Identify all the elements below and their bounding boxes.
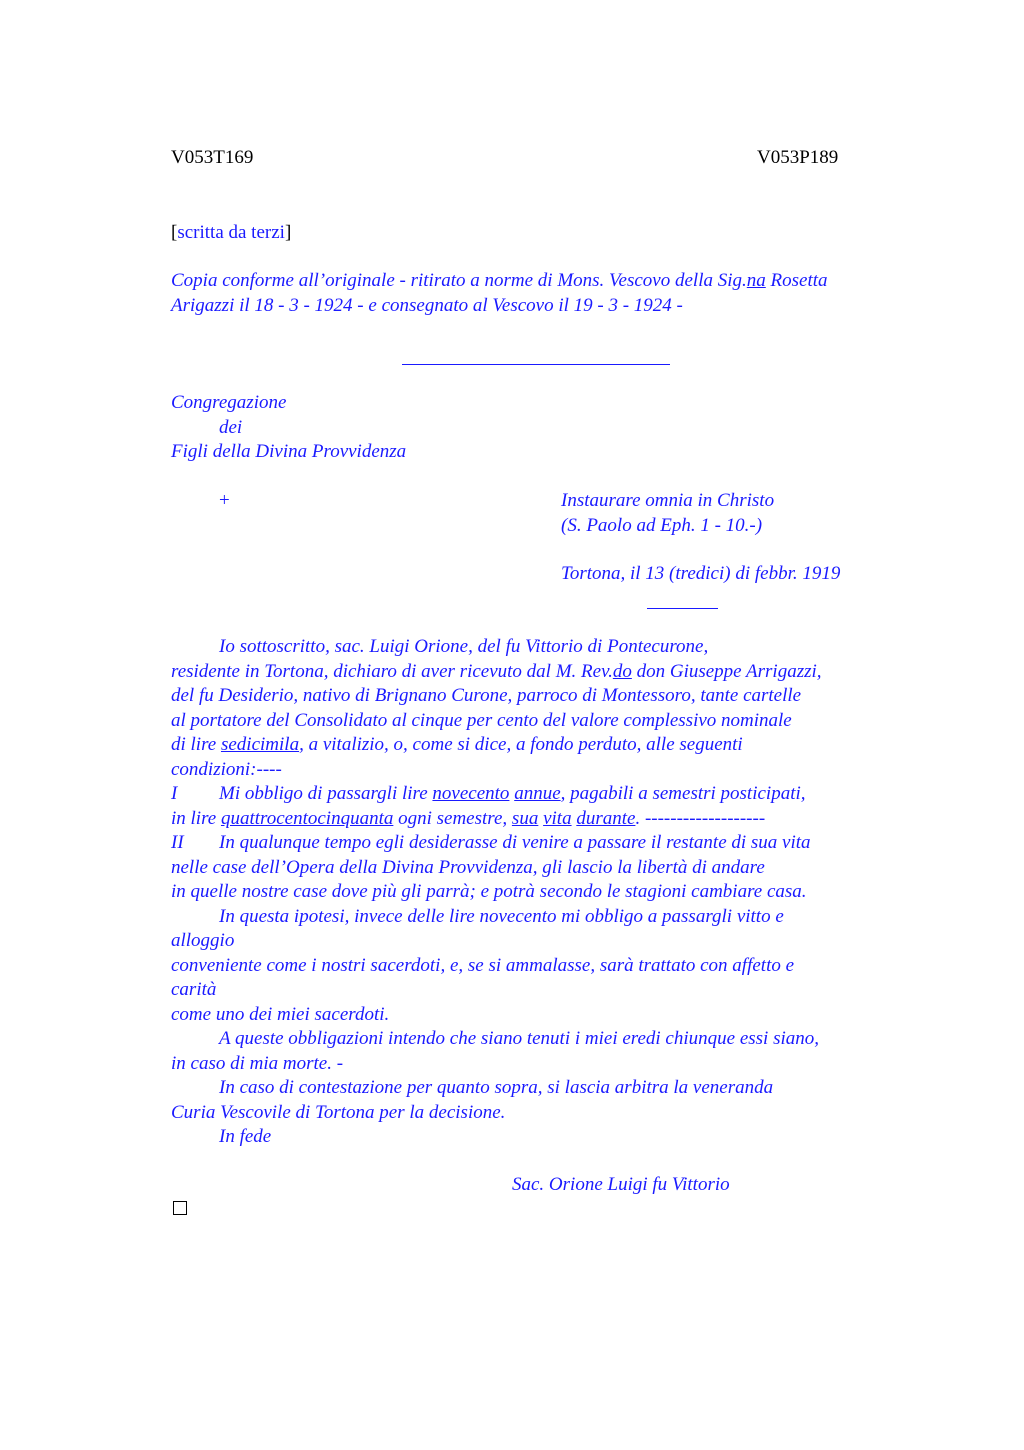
body-line: del fu Desiderio, nativo di Brignano Curone, parroco di Montessoro, tante cartelle bbox=[171, 685, 802, 706]
copy-note-line-2: Arigazzi il 18 - 3 - 1924 - e consegnato al Vescovo il 19 - 3 - 1924 - bbox=[171, 294, 683, 316]
condition-1-line-1 bbox=[171, 782, 931, 807]
body-underlined: quattrocentocinquanta bbox=[220, 807, 394, 829]
copy-note-underlined: na bbox=[746, 270, 766, 291]
body-line: In fede bbox=[219, 1126, 272, 1147]
body-underlined: sua bbox=[511, 807, 539, 829]
copy-note-text-b: Rosetta bbox=[765, 270, 828, 291]
body-underlined: do bbox=[612, 660, 632, 682]
body-underlined: annue bbox=[514, 783, 561, 804]
body-underlined: novecento bbox=[432, 783, 510, 804]
end-mark-box bbox=[173, 1201, 187, 1215]
body-line: carità bbox=[171, 979, 217, 1000]
separator-rule bbox=[402, 364, 670, 365]
condition-number: II bbox=[171, 832, 184, 853]
body-line bbox=[171, 733, 931, 758]
body-line: condizioni:---- bbox=[171, 758, 282, 780]
condition-2-line-1 bbox=[171, 831, 931, 856]
body-underlined: durante bbox=[576, 807, 636, 829]
date-rule bbox=[647, 608, 718, 609]
header-left-code: V053T169 bbox=[171, 147, 254, 168]
cross-symbol: + bbox=[219, 490, 230, 511]
third-party-note bbox=[171, 221, 291, 246]
letterhead bbox=[171, 391, 931, 465]
body-line: al portatore del Consolidato al cinque per cento del valore complessivo nominale bbox=[171, 709, 792, 731]
body-text: residente in Tortona, dichiaro di aver ricevuto dal M. Rev. bbox=[171, 660, 613, 682]
body-text: Mi obbligo di passargli lire bbox=[219, 783, 433, 804]
body-line: Curia Vescovile di Tortona per la decisione. bbox=[171, 1101, 506, 1123]
copy-note-text-a: Copia conforme all’originale - ritirato a norme di Mons. Vescovo della Sig. bbox=[171, 270, 747, 291]
body-line: conveniente come i nostri sacerdoti, e, se si ammalasse, sarà trattato con affetto e bbox=[171, 954, 795, 976]
letterhead-line-2: dei bbox=[219, 416, 243, 438]
body-text: di lire bbox=[171, 734, 221, 755]
body-underlined: sedicimila bbox=[220, 734, 300, 755]
letterhead-line-1: Congregazione bbox=[171, 392, 287, 413]
body-line bbox=[171, 660, 931, 685]
copy-note bbox=[171, 269, 931, 318]
document-body bbox=[171, 635, 931, 1150]
body-text: In qualunque tempo egli desiderasse di venire a passare il restante di sua vita bbox=[219, 832, 811, 853]
condition-1-line-2 bbox=[171, 807, 931, 832]
condition-number: I bbox=[171, 783, 178, 804]
body-text: , a vitalizio, o, come si dice, a fondo perduto, alle seguenti bbox=[299, 734, 743, 755]
body-line: nelle case dell’Opera della Divina Provvidenza, gli lascio la libertà di andare bbox=[171, 856, 765, 878]
signature: Sac. Orione Luigi fu Vittorio bbox=[512, 1174, 730, 1195]
body-text: ogni semestre, bbox=[393, 807, 512, 829]
header-right-code: V053P189 bbox=[757, 147, 839, 168]
body-line: in quelle nostre case dove più gli parrà; e potrà secondo le stagioni cambiare casa. bbox=[171, 881, 807, 902]
body-line: Io sottoscritto, sac. Luigi Orione, del fu Vittorio di Pontecurone, bbox=[219, 636, 709, 657]
body-text: , pagabili a semestri posticipati, bbox=[560, 783, 806, 804]
body-line: come uno dei miei sacerdoti. bbox=[171, 1003, 390, 1025]
body-line: In questa ipotesi, invece delle lire novecento mi obbligo a passargli vitto e bbox=[219, 905, 784, 927]
body-text: don Giuseppe Arrigazzi, bbox=[631, 660, 822, 682]
copy-note-line-1 bbox=[171, 269, 931, 294]
note-open-bracket: [ bbox=[171, 222, 178, 243]
body-line: A queste obbligazioni intendo che siano tenuti i miei eredi chiunque essi siano, bbox=[219, 1028, 820, 1049]
note-text: scritta da terzi bbox=[177, 222, 285, 243]
letterhead-line-3: Figli della Divina Provvidenza bbox=[171, 441, 407, 462]
body-text: in lire bbox=[171, 807, 221, 829]
body-line: in caso di mia morte. - bbox=[171, 1052, 344, 1074]
body-line: alloggio bbox=[171, 930, 235, 951]
body-text: . ------------------- bbox=[635, 807, 766, 829]
body-line: In caso di contestazione per quanto sopra, si lascia arbitra la veneranda bbox=[219, 1077, 774, 1098]
place-date: Tortona, il 13 (tredici) di febbr. 1919 bbox=[561, 563, 841, 584]
motto: Instaurare omnia in Christo bbox=[561, 490, 775, 511]
motto-reference: (S. Paolo ad Eph. 1 - 10.-) bbox=[561, 515, 763, 536]
body-underlined: vita bbox=[543, 807, 572, 829]
note-close-bracket: ] bbox=[284, 222, 292, 243]
